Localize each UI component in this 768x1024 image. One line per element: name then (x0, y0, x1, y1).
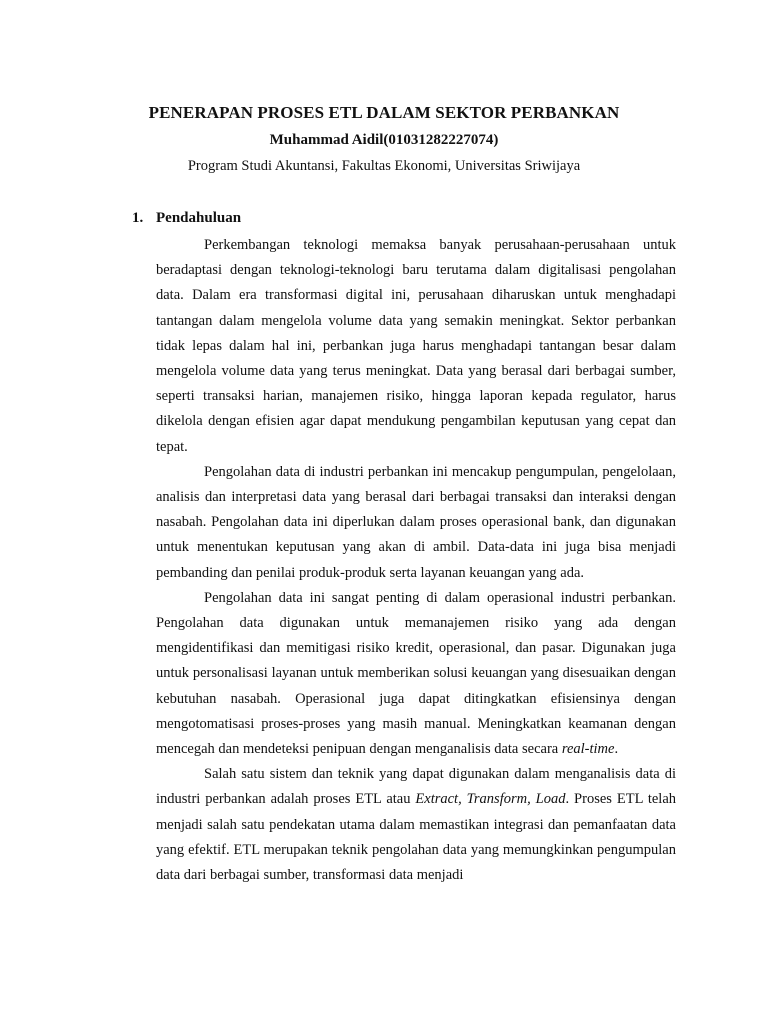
paragraph-3-emphasis: real-time (561, 741, 615, 758)
affiliation-line: Program Studi Akuntansi, Fakultas Ekonomi, Universitas Sriwijaya (187, 158, 581, 174)
section-title: Pendahuluan (156, 210, 242, 226)
paragraph-4 (156, 762, 676, 888)
paragraph-3 (156, 586, 676, 762)
section-number: 1. (132, 210, 144, 226)
paragraph-3-text: Pengolahan data ini sangat penting di dalam operasional industri perbankan. Pengolahan data digunakan untuk memanajemen risiko yang ada dengan mengidentifikasi dan memitigasi risiko kredit, operasional, dan pasar. Digunakan juga untuk personalisasi layanan untuk memberikan solusi keuangan yang disesuaikan dengan kebutuhan nasabah. Operasional juga dapat ditingkatkan efisiensinya dengan mengotomatisasi proses-proses yang masih manual. Meningkatkan keamanan dengan mencegah dan mendeteksi penipuan dengan menganalisis data secara (156, 589, 676, 758)
author-line: Muhammad Aidil(01031282227074) (269, 132, 499, 148)
paragraph-4-emphasis: Extract, Transform, Load (415, 791, 566, 808)
paragraph-4-text: Salah satu sistem dan teknik yang dapat digunakan dalam menganalisis data di industri perbankan adalah proses ETL atau (156, 766, 676, 808)
paragraph-3-text-end: . (614, 741, 619, 758)
paragraph-1: Perkembangan teknologi memaksa banyak perusahaan-perusahaan untuk beradaptasi dengan teknologi-teknologi baru terutama dalam digitalisasi pengolahan data. Dalam era transformasi digital ini, perusahaan diharuskan untuk menghadapi tantangan dalam mengelola volume data yang semakin meningkat. Sektor perbankan tidak lepas dalam hal ini, perbankan juga harus menghadapi tantangan besar dalam mengelola volume data yang terus meningkat. Data yang berasal dari berbagai sumber, seperti transaksi harian, manajemen risiko, hingga laporan kepada regulator, harus dikelola dengan efisien agar dapat mendukung pengambilan keputusan yang cepat dan tepat. (156, 237, 676, 455)
section-body (156, 233, 676, 888)
document-title: PENERAPAN PROSES ETL DALAM SEKTOR PERBANKAN (148, 103, 620, 122)
paragraph-4-text-end: . Proses ETL telah menjadi salah satu pendekatan utama dalam memastikan integrasi dan pemanfaatan data yang efektif. ETL merupakan teknik pengolahan data yang memungkinkan pengumpulan data dari berbagai sumber, transformasi data menjadi (156, 791, 677, 884)
section-heading (0, 208, 768, 228)
paragraph-2: Pengolahan data di industri perbankan ini mencakup pengumpulan, pengelolaan, analisis dan interpretasi data yang berasal dari berbagai transaksi dan interaksi dengan nasabah. Pengolahan data ini diperlukan dalam proses operasional bank, dan digunakan untuk menentukan keputusan yang akan di ambil. Data-data ini juga bisa menjadi pembanding dan penilai produk-produk serta layanan keuangan yang ada. (156, 463, 676, 581)
